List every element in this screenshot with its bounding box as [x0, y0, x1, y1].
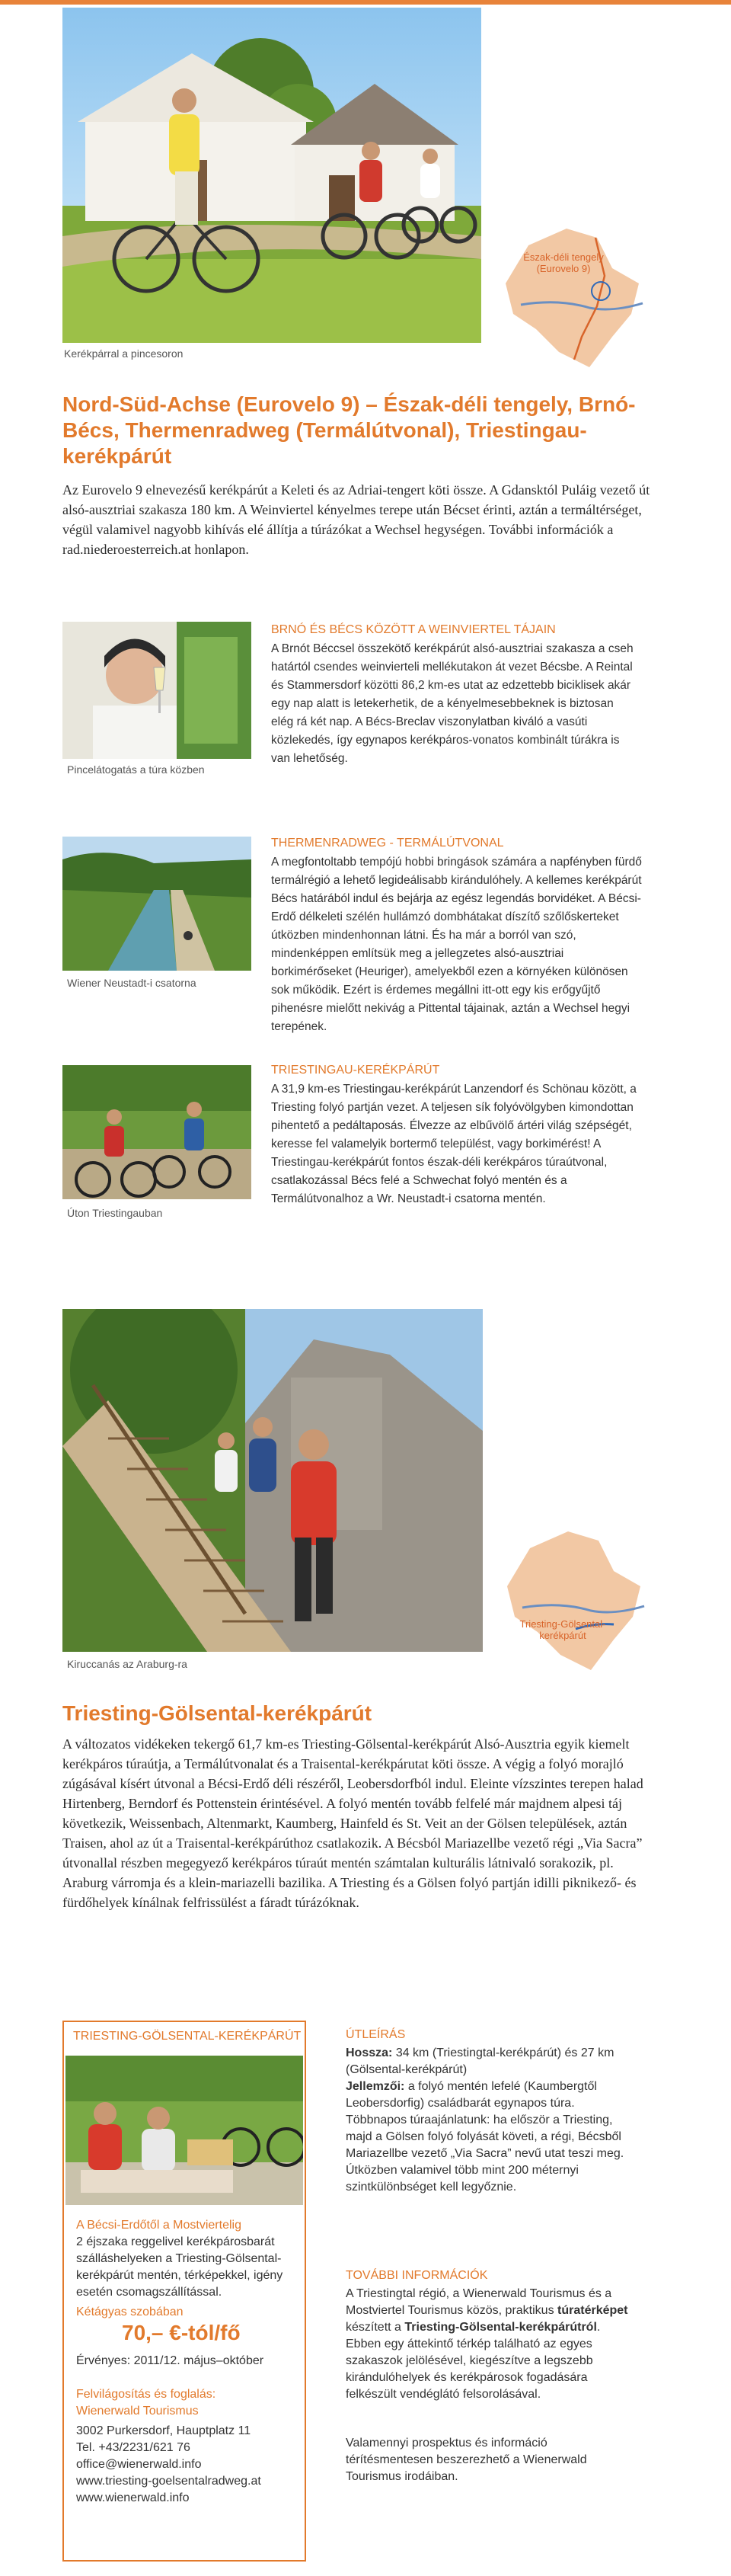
- region-map-triesting-goelsental: [500, 1525, 652, 1675]
- more-info-bold-1: túratérképet: [557, 2304, 628, 2317]
- photo-caption: Pincelátogatás a túra közben: [67, 763, 205, 776]
- more-info-text-3: . Ebben egy áttekintő térkép található az egyes szakaszok jelölésével, kiegészítve a legszebb kirándulóhelyek és kerékpárosok fogadására felkészült vendéglátó felsorolásával.: [346, 2321, 601, 2401]
- route-length-text: 34 km (Triestingtal-kerékpárút) és 27 km (Gölsental-kerékpárút): [346, 2046, 614, 2076]
- section-title-eurovelo9: Nord-Süd-Achse (Eurovelo 9) – Észak-déli tengely, Brnó-Bécs, Thermenradweg (Termálútvonal), Triestingau-kerékpárút: [62, 392, 636, 468]
- subheading-thermenradweg: THERMENRADWEG - TERMÁLÚTVONAL: [271, 837, 504, 850]
- route-features-label: Jellemzői:: [346, 2080, 405, 2093]
- intro-paragraph: Az Eurovelo 9 elnevezésű kerékpárút a Keleti és az Adriai-tengert köti össze. A Gdansktól Puláig vezető út alsó-ausztriai szakasza 180 km. A Weinviertel kényelmes terepe után Bécset érinti, aztán a termáltérséget, végül valamivel nagyobb kihívás elé állítja a túrázókat a Wechsel hegységen. További információk a rad.niederoesterreich.at honlapon.: [62, 482, 650, 557]
- route-features-text: a folyó mentén lefelé (Kaumbergtől Leobersdorfig) családbarát egynapos túra. Többnapos túraajánlatunk: ha először a Triesting, majd a Gölsen folyó folyását követi, a régi, Bécsből Mariazellbe vezető „Via Sacra” nevű utat teszi meg. Útközben valamivel több mint 200 méternyi szintkülönbséget kell legyőznie.: [346, 2080, 624, 2194]
- photo-wine-tasting: [62, 622, 251, 759]
- contact-website-2[interactable]: www.wienerwald.info: [76, 2491, 190, 2504]
- validity: Érvényes: 2011/12. május–október: [76, 2354, 264, 2367]
- more-info-text-2: készített a: [346, 2321, 401, 2334]
- paragraph-triesting-goelsental: A változatos vidékeken tekergő 61,7 km-es Triesting-Gölsental-kerékpárút Alsó-Ausztria egyik kiemelt kerékpáros túraútja, a Termálútvonalat és a Traisental-kerékpárutat köti össze. A végig a folyó morajló zúgásával kísért útvonal a Bécsi-Erdő déli részéről, Leobersdorfból indul. Eleinte vízszintes terepen halad Hirtenberg, Berndorf és Pottenstein érintésével. A folyó mentén tovább felfelé már majdnem alpesi táj következik, Weissenbach, Altenmarkt, Kaumberg, Hainfeld és St. Veit an der Gölsen települések, aztán Traisen, ahol az út a Traisental-kerékpárúthoz csatlakozik. A Bécsból Mariazellbe vezető régi „Via Sacra” útvonallal részben megegyező kerékpáros túraút mentén számtalan kulturális látnivaló sorakozik, pl. Araburg várromja és a klein-mariazelli bazilika. A Triesting és a Gölsen folyó partján idilli piknikező- és fürdőhelyek kínálnak felfrissülést a fáradt túrázóknak.: [62, 1736, 643, 1910]
- photo-caption: Wiener Neustadt-i csatorna: [67, 977, 196, 989]
- contact-phone: Tel. +43/2231/621 76: [76, 2441, 190, 2454]
- more-info-paragraph-2: Valamennyi prospektus és információ térítésmentesen beszerezhető a Wienerwald Tourismus irodáiban.: [346, 2437, 587, 2483]
- price-value: 70,– €-tól/fő: [122, 2321, 241, 2344]
- route-paragraph: [346, 2045, 629, 2196]
- photo-araburg-stairs: [62, 1309, 483, 1652]
- contact-heading-2: Wienerwald Tourismus: [76, 2405, 199, 2418]
- price-label: Kétágyas szobában: [76, 2306, 184, 2318]
- more-info-paragraph: [346, 2286, 629, 2403]
- more-info-bold-2: Triesting-Gölsental-kerékpárútról: [404, 2321, 597, 2334]
- contact-website-1[interactable]: www.triesting-goelsentalradweg.at: [76, 2475, 261, 2488]
- photo-picnic-cyclists: [65, 2056, 303, 2205]
- subheading-triestingau: TRIESTINGAU-KERÉKPÁRÚT: [271, 1064, 440, 1077]
- region-map-eurovelo9: [498, 222, 650, 372]
- photo-caption: Úton Triestingauban: [67, 1207, 163, 1219]
- map-label-eurovelo9: Észak-déli tengely (Eurovelo 9): [523, 251, 604, 274]
- photo-canal: [62, 837, 251, 971]
- subheading-route: ÚTLEÍRÁS: [346, 2028, 406, 2041]
- offer-box-header: TRIESTING-GÖLSENTAL-KERÉKPÁRÚT: [73, 2030, 302, 2043]
- offer-description: 2 éjszaka reggelivel kerékpárosbarát szálláshelyeken a Triesting-Gölsental-kerékpárút mentén, térképekkel, igény esetén csomagszállítással.: [76, 2235, 283, 2299]
- paragraph-triestingau: A 31,9 km-es Triestingau-kerékpárút Lanzendorf és Schönau között, a Triesting folyó partján vezet. A teljesen sík folyóvölgyben kimondottan pihentető a pedáltaposás. Élvezze az elbűvölő ártéri világ szépségét, keresse fel valamelyik bortermő települést, vagy borkimérést! A Triestingau-kerékpárút fontos észak-déli kerékpáros túraútvonal, csatlakozással Bécs felé a Schwechat folyó mentén és a Termálútvonalhoz a Wr. Neustadt-i csatorna mentén.: [271, 1083, 637, 1205]
- top-accent-bar: [0, 0, 731, 5]
- subheading-brno-becs: BRNÓ ÉS BÉCS KÖZÖTT A WEINVIERTEL TÁJAIN: [271, 623, 556, 636]
- photo-caption: Kiruccanás az Araburg-ra: [67, 1658, 187, 1670]
- paragraph-thermenradweg: A megfontoltabb tempójú hobbi bringások számára a napfényben fürdő termálrégió a lehető legideálisabb kirándulóhely. A kellemes kerékpárút Bécs határából indul és bejárja az egész legendás borvidéket. A Bécsi-Erdő délkeleti szélén hullámzó dombhátakat díszítő szőlőskerteket útközben mindenhonnan látni. És ha már a borról van szó, mindenképpen említsük meg a jellegzetes alsó-ausztriai borkimérőseket (Heuriger), amelyekből ezen a környéken különösen sok működik. Ezért is érdemes megállni itt-ott egy kis erőgyűjtő pihenésre mielőtt nekivág a Pittental tájainak, aztán a Wechsel hegyi terepének.: [271, 856, 642, 1033]
- section-title-triesting-goelsental: Triesting-Gölsental-kerékpárút: [62, 1701, 372, 1725]
- route-length-label: Hossza:: [346, 2046, 393, 2059]
- contact-heading-1: Felvilágosítás és foglalás:: [76, 2388, 216, 2401]
- contact-email[interactable]: office@wienerwald.info: [76, 2458, 202, 2471]
- map-label-triesting-goelsental: Triesting-Gölsental-kerékpárút: [519, 1618, 606, 1641]
- photo-caption: Kerékpárral a pincesoron: [64, 347, 184, 360]
- contact-address: 3002 Purkersdorf, Hauptplatz 11: [76, 2424, 251, 2437]
- offer-box: [62, 2021, 306, 2562]
- photo-triestingau-cyclists: [62, 1065, 251, 1199]
- photo-cyclists-cellar-row: [62, 8, 481, 343]
- offer-name: A Bécsi-Erdőtől a Mostviertelig: [76, 2219, 241, 2232]
- more-info-text-1: A Triestingtal régió, a Wienerwald Tourismus és a Mostviertel Tourismus közös, praktikus: [346, 2287, 612, 2317]
- paragraph-brno-becs: A Brnót Béccsel összekötő kerékpárút alsó-ausztriai szakasza a cseh határtól csendes weinvierteli mellékutakon át vezet Bécsbe. A Reintal és Stammersdorf közötti 86,2 km-es utat az edzettebb biciklisek akár egy nap alatt is letekerhetik, de a kényelmesebbeknek is biztosan elég rá két nap. A Bécs-Breclav viszonylatban kiváló a vasúti közlekedés, így egynapos kerékpáros-vonatos kombinált túrákra is van lehetőség.: [271, 642, 634, 765]
- subheading-more-info: TOVÁBBI INFORMÁCIÓK: [346, 2269, 488, 2282]
